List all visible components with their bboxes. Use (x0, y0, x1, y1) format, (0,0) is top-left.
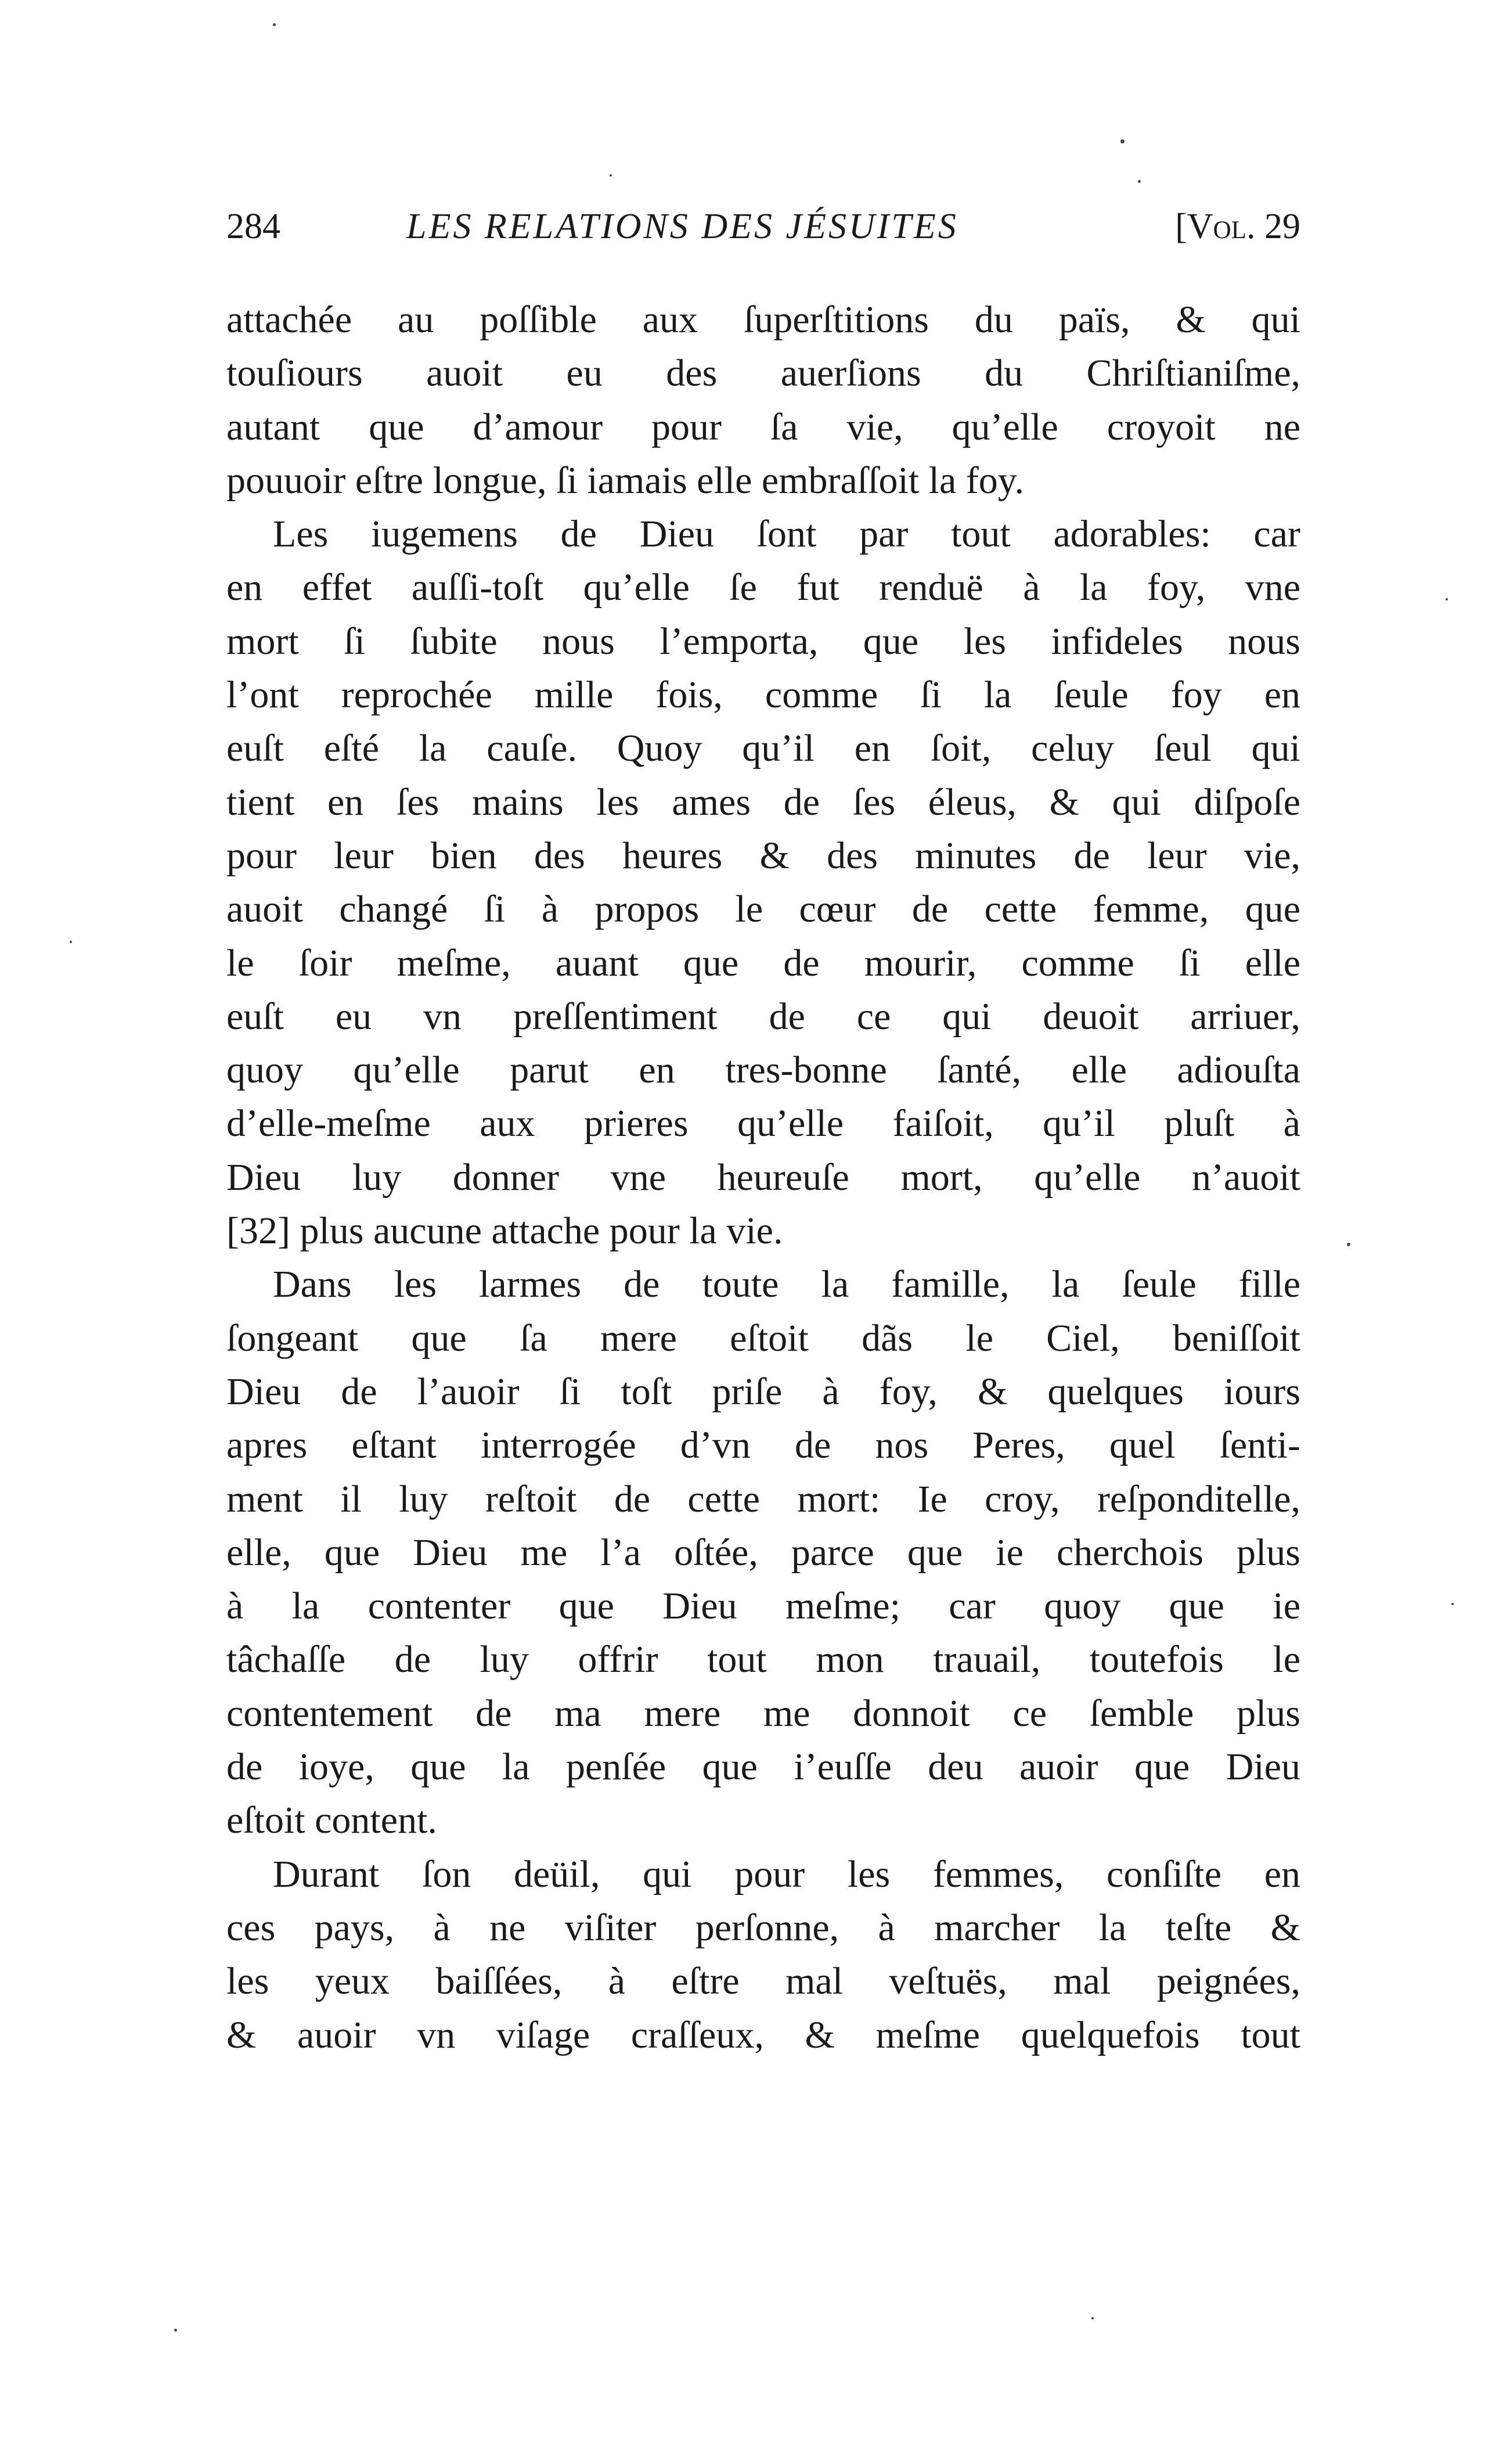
text-line: touſiours auoit eu des auerſions du Chriſtianiſme, (226, 352, 1300, 395)
text-line: auoit changé ſi à propos le cœur de cette femme, que (226, 888, 1300, 931)
text-line: euſt eu vn preſſentiment de ce qui deuoit arriuer, (226, 995, 1300, 1038)
running-title: LES RELATIONS DES JÉSUITES (406, 207, 958, 246)
text-line: pour leur bien des heures & des minutes de leur vie, (226, 834, 1300, 877)
volume-label: [Vol. 29 (1175, 207, 1300, 246)
scan-speck (174, 2329, 177, 2332)
text-line: Dieu de l’auoir ſi toſt priſe à foy, & quelques iours (226, 1370, 1300, 1413)
text-line: en effet auſſi-toſt qu’elle ſe fut renduë à la foy, vne (226, 566, 1300, 609)
text-line: pouuoir eſtre longue, ſi iamais elle embraſſoit la foy. (226, 459, 1024, 502)
text-line: tâchaſſe de luy offrir tout mon trauail, toutefois le (226, 1638, 1300, 1681)
text-line: ment il luy reſtoit de cette mort: Ie croy, reſponditelle, (226, 1477, 1300, 1520)
text-line: attachée au poſſible aux ſuperſtitions du païs, & qui (226, 298, 1300, 341)
scan-speck (1451, 1603, 1454, 1605)
text-line: Dieu luy donner vne heureuſe mort, qu’elle n’auoit (226, 1156, 1300, 1199)
scan-speck (1138, 180, 1141, 183)
running-head (226, 200, 1300, 253)
text-line: mort ſi ſubite nous l’emporta, que les infideles nous (226, 620, 1300, 663)
text-line: contentement de ma mere me donnoit ce ſemble plus (226, 1692, 1300, 1735)
text-line: & auoir vn viſage craſſeux, & meſme quelquefois tout (226, 2013, 1300, 2056)
text-line: ſongeant que ſa mere eſtoit dãs le Ciel, beniſſoit (226, 1316, 1300, 1359)
text-line: quoy qu’elle parut en tres-bonne ſanté, elle adiouſta (226, 1049, 1300, 1092)
paragraph (226, 1848, 1300, 2062)
scan-speck (1347, 1243, 1350, 1246)
text-line: elle, que Dieu me l’a oſtée, parce que ie cherchois plus (226, 1531, 1300, 1574)
text-line: euſt eſté la cauſe. Quoy qu’il en ſoit, celuy ſeul qui (226, 727, 1300, 770)
text-line: autant que d’amour pour ſa vie, qu’elle croyoit ne (226, 405, 1300, 448)
page-number: 284 (226, 207, 280, 246)
scan-speck (70, 941, 72, 943)
text-line: Les iugemens de Dieu ſont par tout adorables: car (273, 513, 1300, 556)
scan-speck (273, 23, 276, 26)
text-line: ces pays, à ne viſiter perſonne, à marcher la teſte & (226, 1906, 1300, 1949)
text-line: [32] plus aucune attache pour la vie. (226, 1210, 783, 1253)
scan-speck (1120, 139, 1125, 143)
text-line: Dans les larmes de toute la famille, la ſeule fille (273, 1263, 1300, 1306)
text-line: les yeux baiſſées, à eſtre mal veſtuës, mal peignées, (226, 1960, 1300, 2003)
body-text (226, 293, 1300, 2062)
text-line: Durant ſon deüil, qui pour les femmes, conſiſte en (273, 1853, 1300, 1895)
paragraph (226, 1258, 1300, 1847)
text-line: de ioye, que la penſée que i’euſſe deu auoir que Dieu (226, 1746, 1300, 1789)
text-line: eſtoit content. (226, 1799, 437, 1842)
text-line: à la contenter que Dieu meſme; car quoy que ie (226, 1585, 1300, 1628)
paragraph (226, 508, 1300, 1258)
text-line: tient en ſes mains les ames de ſes éleus, & qui diſpoſe (226, 780, 1300, 823)
paragraph (226, 293, 1300, 508)
text-line: le ſoir meſme, auant que de mourir, comme ſi elle (226, 941, 1300, 984)
text-line: l’ont reprochée mille fois, comme ſi la ſeule foy en (226, 674, 1300, 717)
scan-speck (1446, 598, 1448, 600)
text-line: apres eſtant interrogée d’vn de nos Peres, quel ſenti- (226, 1424, 1300, 1467)
scan-speck (610, 174, 612, 177)
scan-speck (1091, 2317, 1094, 2319)
text-line: d’elle-meſme aux prieres qu’elle faiſoit, qu’il pluſt à (226, 1102, 1300, 1145)
